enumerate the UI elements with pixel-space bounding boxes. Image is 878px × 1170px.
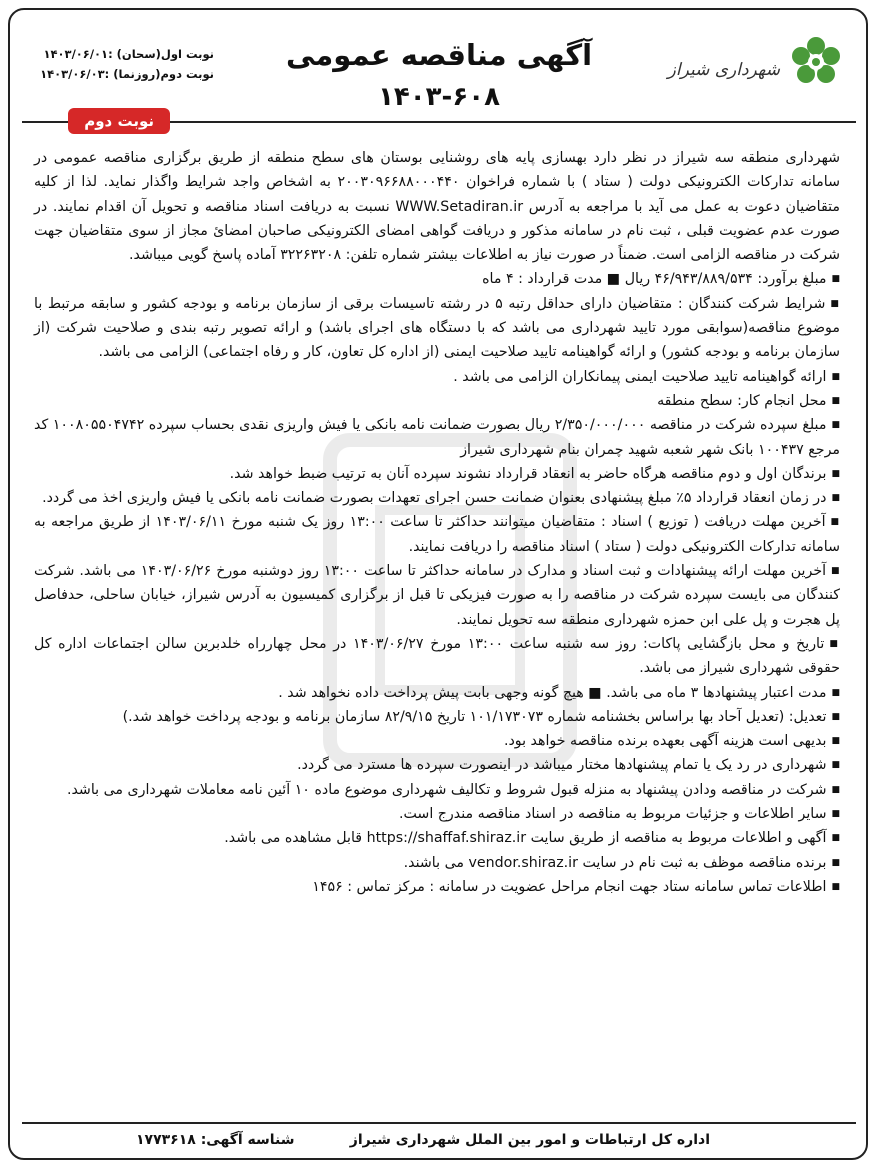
date-second: نوبت دوم(روزنما) :۱۴۰۳/۰۶/۰۳ [40, 67, 214, 81]
footer-ad-id: شناسه آگهی: ۱۷۷۳۶۱۸ [136, 1132, 295, 1148]
other-info-line: ■ سایر اطلاعات و جزئیات مربوط به مناقصه در اسناد مناقصه مندرج است. [34, 802, 840, 826]
winners-line: ■ برندگان اول و دوم مناقصه هرگاه حاضر به انعقاد قرارداد نشوند سپرده آنان به ترتیب ضبط خواهد شد. [34, 462, 840, 486]
contact-line: ■ اطلاعات تماس سامانه ستاد جهت انجام مراحل عضویت در سامانه : مرکز تماس : ۱۴۵۶ [34, 875, 840, 899]
opening-paragraph: ■ تاریخ و محل بازگشایی پاکات: روز سه شنبه ساعت ۱۳:۰۰ مورخ ۱۴۰۳/۰۶/۲۷ در محل چهارراه خلدبرین سالن اجتماعات اداره کل حقوقی شهرداری شیراز می باشد. [34, 632, 840, 681]
deposit-paragraph: ■ مبلغ سپرده شرکت در مناقصه ۲/۳۵۰/۰۰۰/۰۰۰ ریال بصورت ضمانت نامه بانکی یا فیش واریزی نقدی بحساب سپرده ۱۰۰۸۰۵۵۰۴۷۴۲ کد مرجع ۱۰۰۴۳۷ بانک شهر شعبه شهید چمران بنام شهرداری شیراز [34, 413, 840, 462]
date-first: نوبت اول(سحان) :۱۴۰۳/۰۶/۰۱ [43, 47, 214, 61]
publication-dates [24, 44, 214, 84]
acceptance-line: ■ شرکت در مناقصه ودادن پیشنهاد به منزله قبول شروط و تکالیف شهرداری موضوع ماده ۱۰ آئین نامه معاملات شهرداری می باشد. [34, 778, 840, 802]
docs-deadline-paragraph: ■ آخرین مهلت دریافت ( توزیع ) اسناد : متقاضیان میتوانند حداکثر تا ساعت ۱۳:۰۰ روز یک شنبه مورخ ۱۴۰۳/۰۶/۱۱ از طریق مراجعه به سامانه تدارکات الکترونیکی دولت ( ستاد ) اسناد مناقصه را دریافت نمایند. [34, 510, 840, 559]
vendor-line: ■ برنده مناقصه موظف به ثبت نام در سایت vendor.shiraz.ir می باشند. [34, 851, 840, 875]
safety-cert-line: ■ ارائه گواهینامه تایید صلاحیت ایمنی پیمانکاران الزامی می باشد . [34, 365, 840, 389]
intro-paragraph: شهرداری منطقه سه شیراز در نظر دارد بهسازی پایه های روشنایی بوستان های سطح منطقه از طریق برگزاری مناقصه عمومی در سامانه تدارکات الکترونیکی دولت ( ستاد ) با شماره فراخوان ۲۰۰۳۰۹۶۶۸۸۰۰۰۴۴۰ به اشخاص واجد شرایط واگذار نماید. لذا از کلیه متقاضیان دعوت به عمل می آید با مراجعه به آدرس WWW.Setadiran.ir نسبت به دریافت اسناد مناقصه و تحویل آن اقدام نمایند. در صورت عدم عضویت قبلی ، ثبت نام در سامانه مذکور و دریافت گواهی امضای الکترونیکی صاحبان امضائ مجاز از سوی متقاضیان جهت شرکت در مناقصه الزامی است. ضمناً در صورت نیاز به اطلاعات بیشتر شماره تلفن: ۳۲۲۶۳۲۰۸ آماده پاسخ گویی میباشد. [34, 150, 841, 264]
tender-number: ۱۴۰۳-۶۰۸ [378, 82, 500, 112]
notice-title: آگهی مناقصه عمومی [285, 38, 593, 72]
conditions-paragraph: ■ شرایط شرکت کنندگان : متقاضیان دارای حداقل رتبه ۵ در رشته تاسیسات برقی از سازمان برنامه و بودجه کشور و سابقه مرتبط با موضوع مناقصه(سوابقی مورد تایید شهرداری می باشد که با دستگاه های اجرای باشد) و ارائه تصویر رتبه بندی و صلاحیت شرکت (از سازمان برنامه و بودجه کشور) و ارائه گواهینامه تایید صلاحیت ایمنی (از اداره کل تعاون، کار و رفاه اجتماعی) الزامی می باشد. [34, 292, 840, 365]
adjustment-line: ■ تعدیل: (تعدیل آحاد بها براساس بخشنامه شماره ۱۰۱/۱۷۳۰۷۳ تاریخ ۸۲/۹/۱۵ سازمان برنامه و بودجه پرداخت خواهد شد.) [34, 705, 840, 729]
shaffaf-link[interactable]: https://shaffaf.shiraz.ir [366, 830, 527, 847]
shaffaf-line: ■ آگهی و اطلاعات مربوط به مناقصه از طریق سایت https://shaffaf.shiraz.ir قابل مشاهده می باشد. [34, 826, 840, 850]
vendor-link[interactable]: vendor.shiraz.ir [468, 854, 578, 871]
submit-deadline-paragraph: ■ آخرین مهلت ارائه پیشنهادات و ثبت اسناد و مدارک در سامانه حداکثر تا ساعت ۱۳:۰۰ روز دوشنبه مورخ ۱۴۰۳/۰۶/۲۶ می باشد. شرکت کنندگان می بایست سپرده شرکت در مناقصه را به صورت فیزیکی تا قبل از برگزاری کمیسیون به آدرس شیراز، خیابان ساحلی، حدفاصل پل هجرت و پل علی ابن حمزه شهرداری منطقه سه تحویل نمایند. [34, 559, 840, 632]
location-line: ■ محل انجام کار: سطح منطقه [34, 389, 840, 413]
reject-line: ■ شهرداری در رد یک یا تمام پیشنهادها مختار میباشد در اینصورت سپرده ها مسترد می گردد. [34, 753, 840, 777]
logo-text: شهرداری شیراز [667, 60, 780, 80]
ad-cost-line: ■ بدیهی است هزینه آگهی بعهده برنده مناقصه خواهد بود. [34, 729, 840, 753]
estimate-line: ■ مبلغ برآورد: ۴۶/۹۴۳/۸۸۹/۵۳۴ ریال ■ مدت قرارداد : ۴ ماه [34, 267, 840, 291]
round-badge: نوبت دوم [68, 108, 170, 134]
notice-body [34, 146, 840, 899]
footer-divider [22, 1122, 856, 1124]
validity-line: ■ مدت اعتبار پیشنهادها ۳ ماه می باشد. ■ هیچ گونه وجهی بابت پیش پرداخت داده نخواهد شد . [34, 681, 840, 705]
guarantee-line: ■ در زمان انعقاد قرارداد ۵٪ مبلغ پیشنهادی بعنوان ضمانت حسن اجرای تعهدات بصورت ضمانت نامه بانکی یا فیش واریزی اخذ می گردد. [34, 486, 840, 510]
footer-office: اداره کل ارتباطات و امور بین الملل شهرداری شیراز [349, 1132, 710, 1148]
